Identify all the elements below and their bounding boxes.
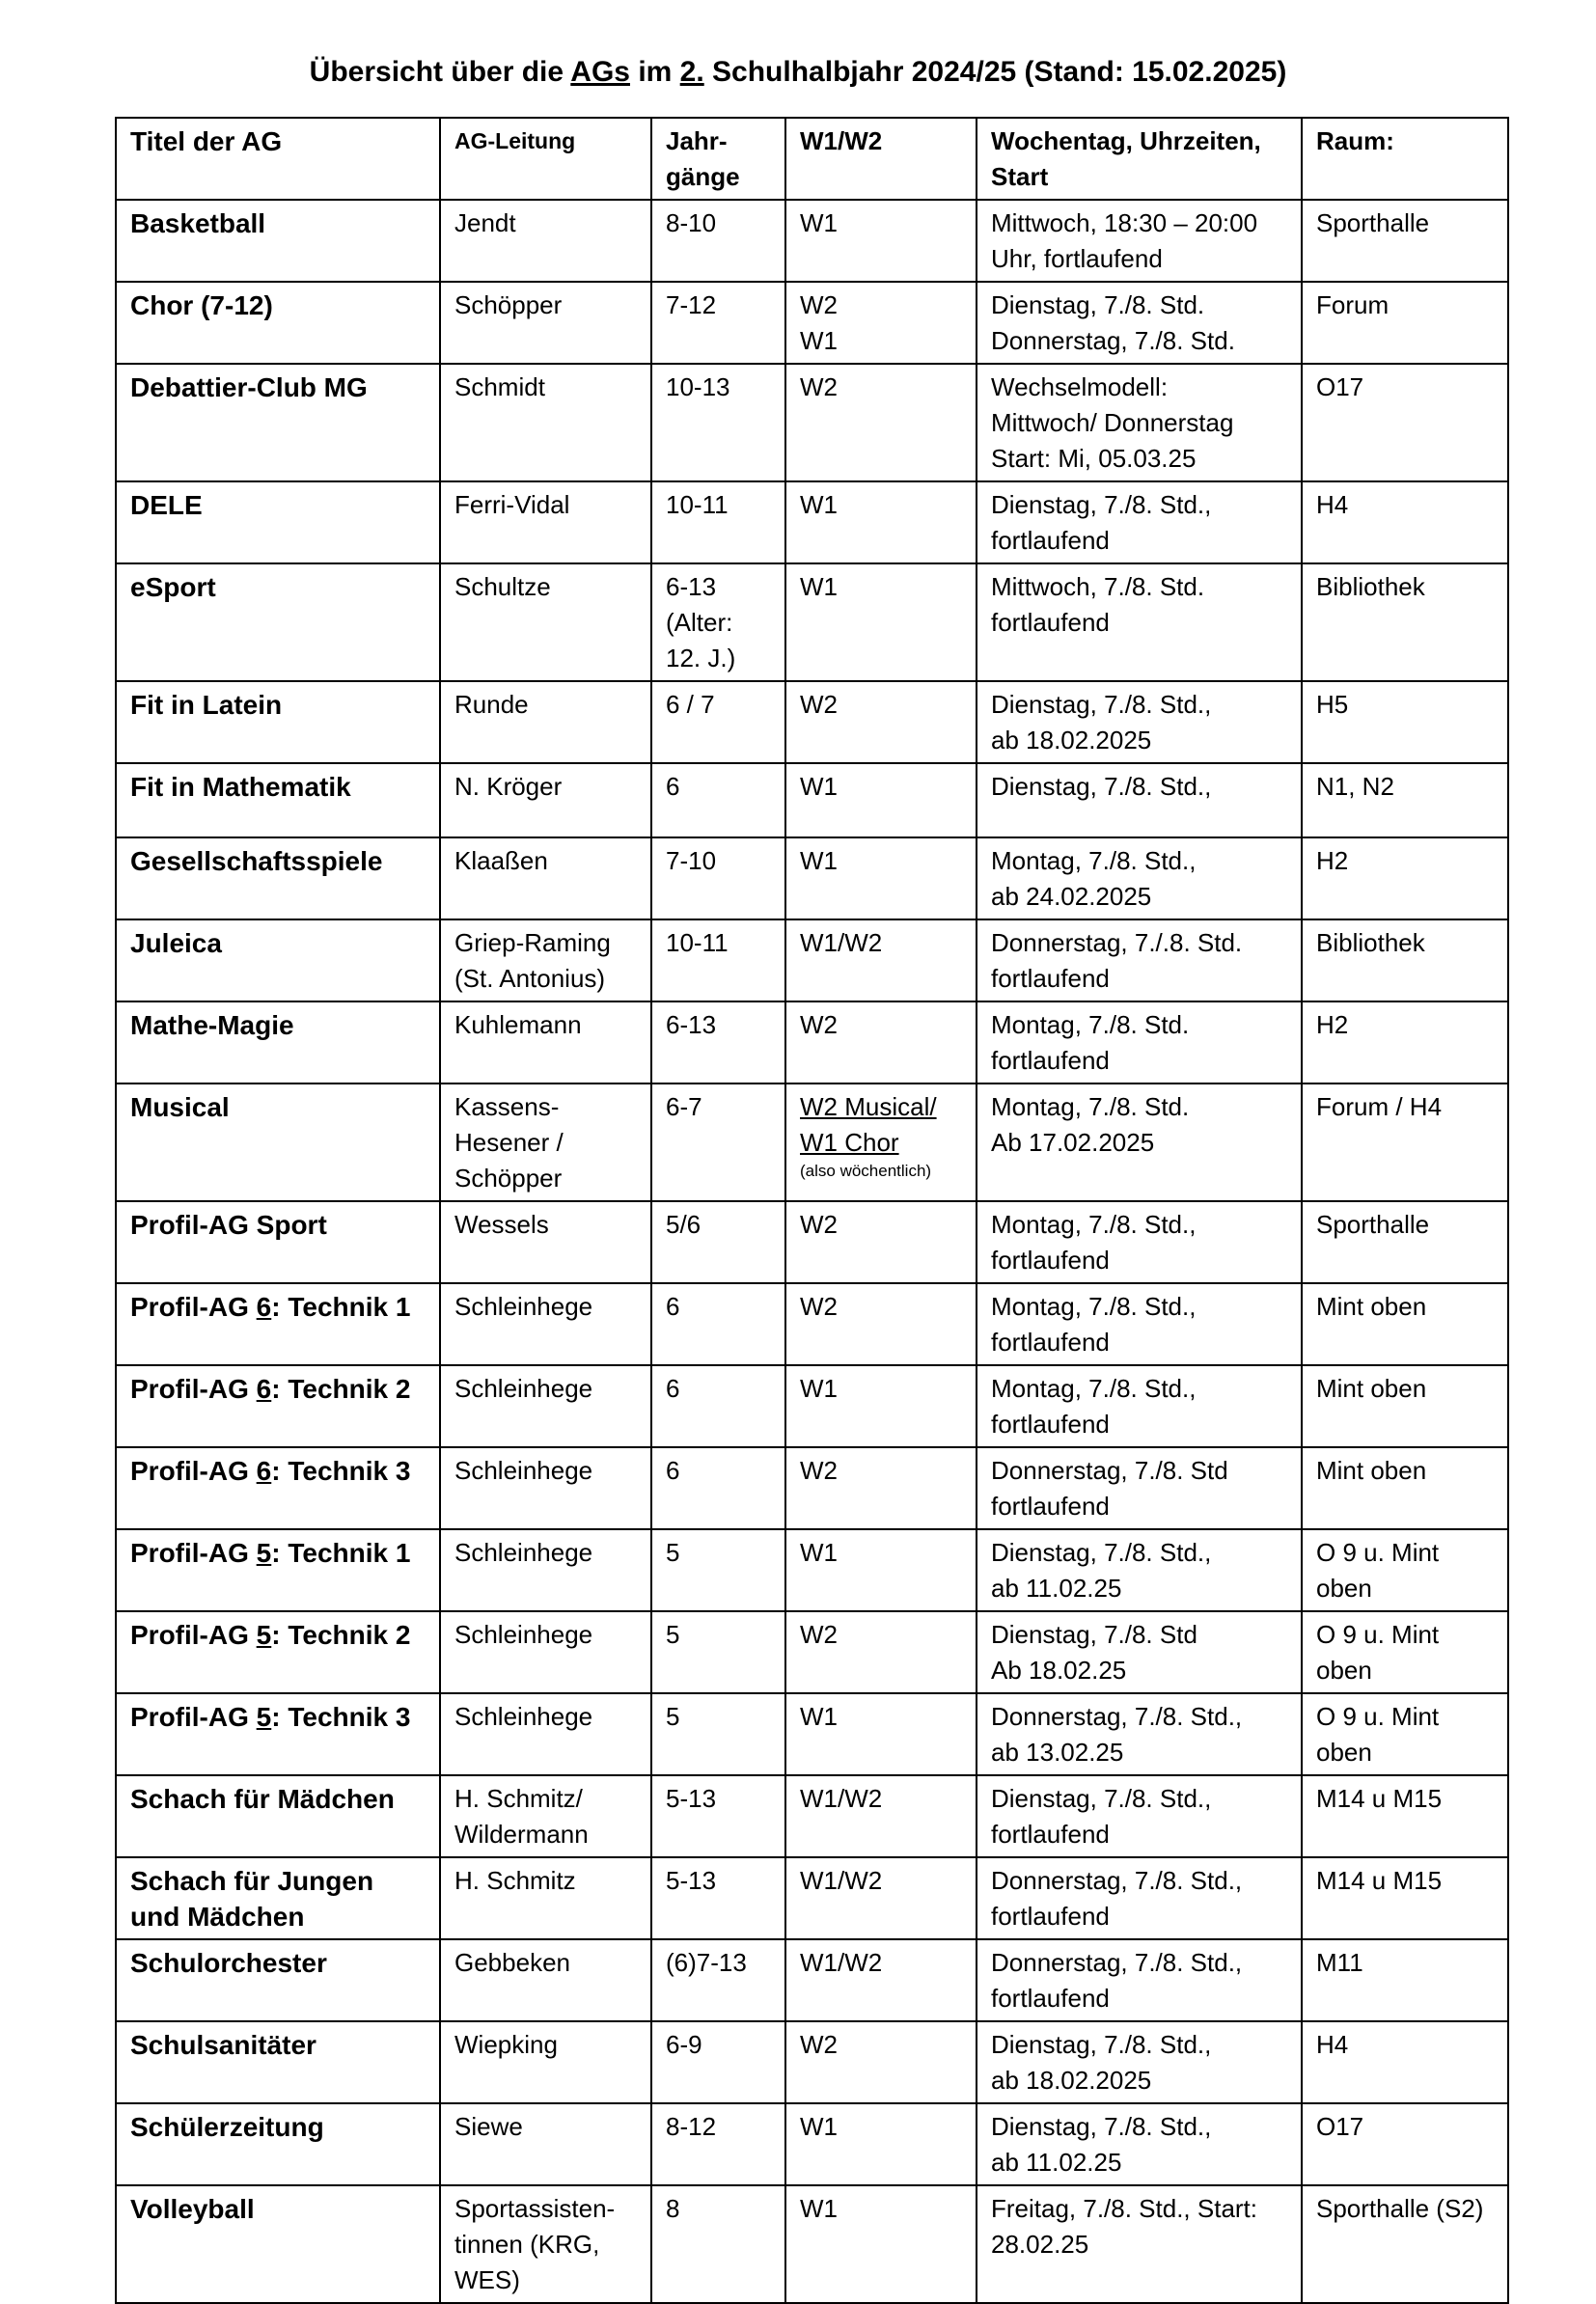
ag-grades: 6 [651, 1447, 785, 1529]
ag-week: W1 [785, 2185, 977, 2303]
ag-title: Profil-AG 6: Technik 1 [116, 1283, 440, 1365]
ag-lead: Kassens- Hesener / Schöpper [440, 1083, 651, 1201]
ag-room: O 9 u. Mint oben [1302, 1529, 1508, 1611]
ag-lead: Schleinhege [440, 1447, 651, 1529]
table-row [116, 1447, 1508, 1529]
ag-week: W2 [785, 1001, 977, 1083]
ag-time: Donnerstag, 7./8. Std fortlaufend [977, 1447, 1302, 1529]
table-row [116, 1001, 1508, 1083]
ag-title: Fit in Mathematik [116, 763, 440, 837]
ag-time: Dienstag, 7./8. Std Ab 18.02.25 [977, 1611, 1302, 1693]
ag-grades: (6)7-13 [651, 1939, 785, 2021]
ag-grades: 5/6 [651, 1201, 785, 1283]
table-row [116, 282, 1508, 364]
table-row [116, 1611, 1508, 1693]
ag-lead: H. Schmitz [440, 1857, 651, 1939]
ag-lead: Klaaßen [440, 837, 651, 919]
ag-grades: 6 [651, 763, 785, 837]
ag-room: Mint oben [1302, 1447, 1508, 1529]
ag-room: Forum / H4 [1302, 1083, 1508, 1201]
header-grades: Jahr- gänge [651, 118, 785, 200]
ag-grades: 5-13 [651, 1775, 785, 1857]
ag-room: Bibliothek [1302, 563, 1508, 681]
table-row [116, 763, 1508, 837]
ag-title: Schach für Mädchen [116, 1775, 440, 1857]
ag-grades: 6 / 7 [651, 681, 785, 763]
page-title: Übersicht über die AGs im 2. Schulhalbjahr 2024/25 (Stand: 15.02.2025) [309, 56, 1287, 88]
table-row [116, 200, 1508, 282]
ag-room: Sporthalle [1302, 200, 1508, 282]
ag-room: M14 u M15 [1302, 1857, 1508, 1939]
ag-time: Montag, 7./8. Std. Ab 17.02.2025 [977, 1083, 1302, 1201]
ag-room: O 9 u. Mint oben [1302, 1693, 1508, 1775]
ag-room: Sporthalle (S2) [1302, 2185, 1508, 2303]
table-row [116, 1693, 1508, 1775]
table-row [116, 1529, 1508, 1611]
ag-time: Dienstag, 7./8. Std., fortlaufend [977, 481, 1302, 563]
ag-week: W2 [785, 1611, 977, 1693]
ag-time: Montag, 7./8. Std., fortlaufend [977, 1201, 1302, 1283]
header-time: Wochentag, Uhrzeiten, Start [977, 118, 1302, 200]
ag-title: Schulorchester [116, 1939, 440, 2021]
ag-room: H2 [1302, 1001, 1508, 1083]
ag-title: Fit in Latein [116, 681, 440, 763]
ag-title: Juleica [116, 919, 440, 1001]
ag-lead: Sportassisten- tinnen (KRG, WES) [440, 2185, 651, 2303]
ag-grades: 10-11 [651, 481, 785, 563]
ag-lead: Schöpper [440, 282, 651, 364]
ag-title: Basketball [116, 200, 440, 282]
ag-title: Musical [116, 1083, 440, 1201]
table-row [116, 481, 1508, 563]
ag-lead: Wiepking [440, 2021, 651, 2103]
ag-title: Chor (7-12) [116, 282, 440, 364]
ag-room: Sporthalle [1302, 1201, 1508, 1283]
ag-week: W2 [785, 1447, 977, 1529]
ag-lead: Kuhlemann [440, 1001, 651, 1083]
ag-lead: Jendt [440, 200, 651, 282]
ag-week: W2 Musical/ W1 Chor (also wöchentlich) [785, 1083, 977, 1201]
ag-week: W1 [785, 1365, 977, 1447]
table-row [116, 1365, 1508, 1447]
ag-week: W1/W2 [785, 1857, 977, 1939]
ag-room: O 9 u. Mint oben [1302, 1611, 1508, 1693]
ag-lead: Runde [440, 681, 651, 763]
table-row [116, 2021, 1508, 2103]
ag-week: W2 [785, 364, 977, 481]
ag-grades: 8-12 [651, 2103, 785, 2185]
ag-lead: Schleinhege [440, 1693, 651, 1775]
ag-table [115, 117, 1509, 2304]
ag-lead: H. Schmitz/ Wildermann [440, 1775, 651, 1857]
ag-week: W2 [785, 1201, 977, 1283]
ag-time: Mittwoch, 7./8. Std. fortlaufend [977, 563, 1302, 681]
ag-time: Donnerstag, 7./8. Std., ab 13.02.25 [977, 1693, 1302, 1775]
ag-grades: 6-13 [651, 1001, 785, 1083]
ag-grades: 5 [651, 1611, 785, 1693]
table-row [116, 364, 1508, 481]
ag-room: M14 u M15 [1302, 1775, 1508, 1857]
ag-time: Dienstag, 7./8. Std., [977, 763, 1302, 837]
ag-grades: 6 [651, 1283, 785, 1365]
ag-week: W2 [785, 1283, 977, 1365]
ag-room: H4 [1302, 2021, 1508, 2103]
ag-room: Mint oben [1302, 1283, 1508, 1365]
ag-time: Dienstag, 7./8. Std., ab 11.02.25 [977, 2103, 1302, 2185]
ag-grades: 7-10 [651, 837, 785, 919]
ag-week: W2 W1 [785, 282, 977, 364]
ag-room: M11 [1302, 1939, 1508, 2021]
ag-week: W1 [785, 763, 977, 837]
ag-week: W2 [785, 681, 977, 763]
ag-grades: 6 [651, 1365, 785, 1447]
table-row [116, 1283, 1508, 1365]
ag-week: W1 [785, 1529, 977, 1611]
ag-lead: Schleinhege [440, 1283, 651, 1365]
table-row [116, 563, 1508, 681]
ag-time: Freitag, 7./8. Std., Start: 28.02.25 [977, 2185, 1302, 2303]
ag-grades: 7-12 [651, 282, 785, 364]
ag-week: W1 [785, 2103, 977, 2185]
ag-week: W1 [785, 200, 977, 282]
ag-room: Forum [1302, 282, 1508, 364]
ag-time: Donnerstag, 7./8. Std., fortlaufend [977, 1939, 1302, 2021]
ag-grades: 5-13 [651, 1857, 785, 1939]
ag-time: Montag, 7./8. Std., fortlaufend [977, 1283, 1302, 1365]
ag-grades: 5 [651, 1693, 785, 1775]
ag-room: H5 [1302, 681, 1508, 763]
ag-title: Debattier-Club MG [116, 364, 440, 481]
ag-week: W1 [785, 837, 977, 919]
ag-time: Montag, 7./8. Std., fortlaufend [977, 1365, 1302, 1447]
ag-time: Donnerstag, 7./8. Std., fortlaufend [977, 1857, 1302, 1939]
ag-grades: 10-13 [651, 364, 785, 481]
ag-lead: Griep-Raming (St. Antonius) [440, 919, 651, 1001]
ag-lead: Ferri-Vidal [440, 481, 651, 563]
table-row [116, 2103, 1508, 2185]
ag-title: eSport [116, 563, 440, 681]
ag-lead: Schleinhege [440, 1365, 651, 1447]
ag-lead: Schleinhege [440, 1611, 651, 1693]
ag-title: Mathe-Magie [116, 1001, 440, 1083]
ag-room: Bibliothek [1302, 919, 1508, 1001]
header-week: W1/W2 [785, 118, 977, 200]
ag-room: O17 [1302, 364, 1508, 481]
ag-title: Volleyball [116, 2185, 440, 2303]
ag-lead: Schmidt [440, 364, 651, 481]
ag-title: Profil-AG 6: Technik 2 [116, 1365, 440, 1447]
ag-time: Dienstag, 7./8. Std., ab 18.02.2025 [977, 2021, 1302, 2103]
ag-title: Schülerzeitung [116, 2103, 440, 2185]
table-row [116, 1083, 1508, 1201]
table-row [116, 837, 1508, 919]
ag-week: W1/W2 [785, 919, 977, 1001]
ag-title: Gesellschaftsspiele [116, 837, 440, 919]
ag-grades: 6-13 (Alter: 12. J.) [651, 563, 785, 681]
ag-lead: Schultze [440, 563, 651, 681]
table-row [116, 919, 1508, 1001]
ag-week: W1 [785, 1693, 977, 1775]
ag-lead: Gebbeken [440, 1939, 651, 2021]
ag-grades: 6-9 [651, 2021, 785, 2103]
header-room: Raum: [1302, 118, 1508, 200]
table-row [116, 1775, 1508, 1857]
ag-title: Schach für Jungen und Mädchen [116, 1857, 440, 1939]
ag-time: Dienstag, 7./8. Std., fortlaufend [977, 1775, 1302, 1857]
ag-week: W1 [785, 481, 977, 563]
ag-time: Dienstag, 7./8. Std., ab 18.02.2025 [977, 681, 1302, 763]
table-header-row [116, 118, 1508, 200]
ag-grades: 6-7 [651, 1083, 785, 1201]
ag-title: Profil-AG 5: Technik 2 [116, 1611, 440, 1693]
ag-title: Schulsanitäter [116, 2021, 440, 2103]
ag-room: N1, N2 [1302, 763, 1508, 837]
header-lead: AG-Leitung [440, 118, 651, 200]
ag-time: Montag, 7./8. Std. fortlaufend [977, 1001, 1302, 1083]
ag-week: W1 [785, 563, 977, 681]
ag-room: Mint oben [1302, 1365, 1508, 1447]
ag-title: DELE [116, 481, 440, 563]
ag-time: Dienstag, 7./8. Std. Donnerstag, 7./8. Std. [977, 282, 1302, 364]
ag-lead: Schleinhege [440, 1529, 651, 1611]
ag-grades: 5 [651, 1529, 785, 1611]
ag-room: H4 [1302, 481, 1508, 563]
ag-lead: N. Kröger [440, 763, 651, 837]
ag-time: Wechselmodell: Mittwoch/ Donnerstag Start: Mi, 05.03.25 [977, 364, 1302, 481]
ag-title: Profil-AG 5: Technik 3 [116, 1693, 440, 1775]
ag-time: Mittwoch, 18:30 – 20:00 Uhr, fortlaufend [977, 200, 1302, 282]
table-row [116, 1857, 1508, 1939]
table-row [116, 1939, 1508, 2021]
ag-grades: 10-11 [651, 919, 785, 1001]
ag-room: H2 [1302, 837, 1508, 919]
header-title: Titel der AG [116, 118, 440, 200]
ag-grades: 8-10 [651, 200, 785, 282]
ag-time: Montag, 7./8. Std., ab 24.02.2025 [977, 837, 1302, 919]
ag-grades: 8 [651, 2185, 785, 2303]
table-row [116, 2185, 1508, 2303]
ag-time: Dienstag, 7./8. Std., ab 11.02.25 [977, 1529, 1302, 1611]
ag-week: W1/W2 [785, 1939, 977, 2021]
ag-week: W1/W2 [785, 1775, 977, 1857]
table-row [116, 1201, 1508, 1283]
ag-week: W2 [785, 2021, 977, 2103]
ag-room: O17 [1302, 2103, 1508, 2185]
ag-title: Profil-AG 5: Technik 1 [116, 1529, 440, 1611]
ag-lead: Wessels [440, 1201, 651, 1283]
ag-lead: Siewe [440, 2103, 651, 2185]
ag-time: Donnerstag, 7./.8. Std. fortlaufend [977, 919, 1302, 1001]
ag-title: Profil-AG 6: Technik 3 [116, 1447, 440, 1529]
table-row [116, 681, 1508, 763]
ag-title: Profil-AG Sport [116, 1201, 440, 1283]
